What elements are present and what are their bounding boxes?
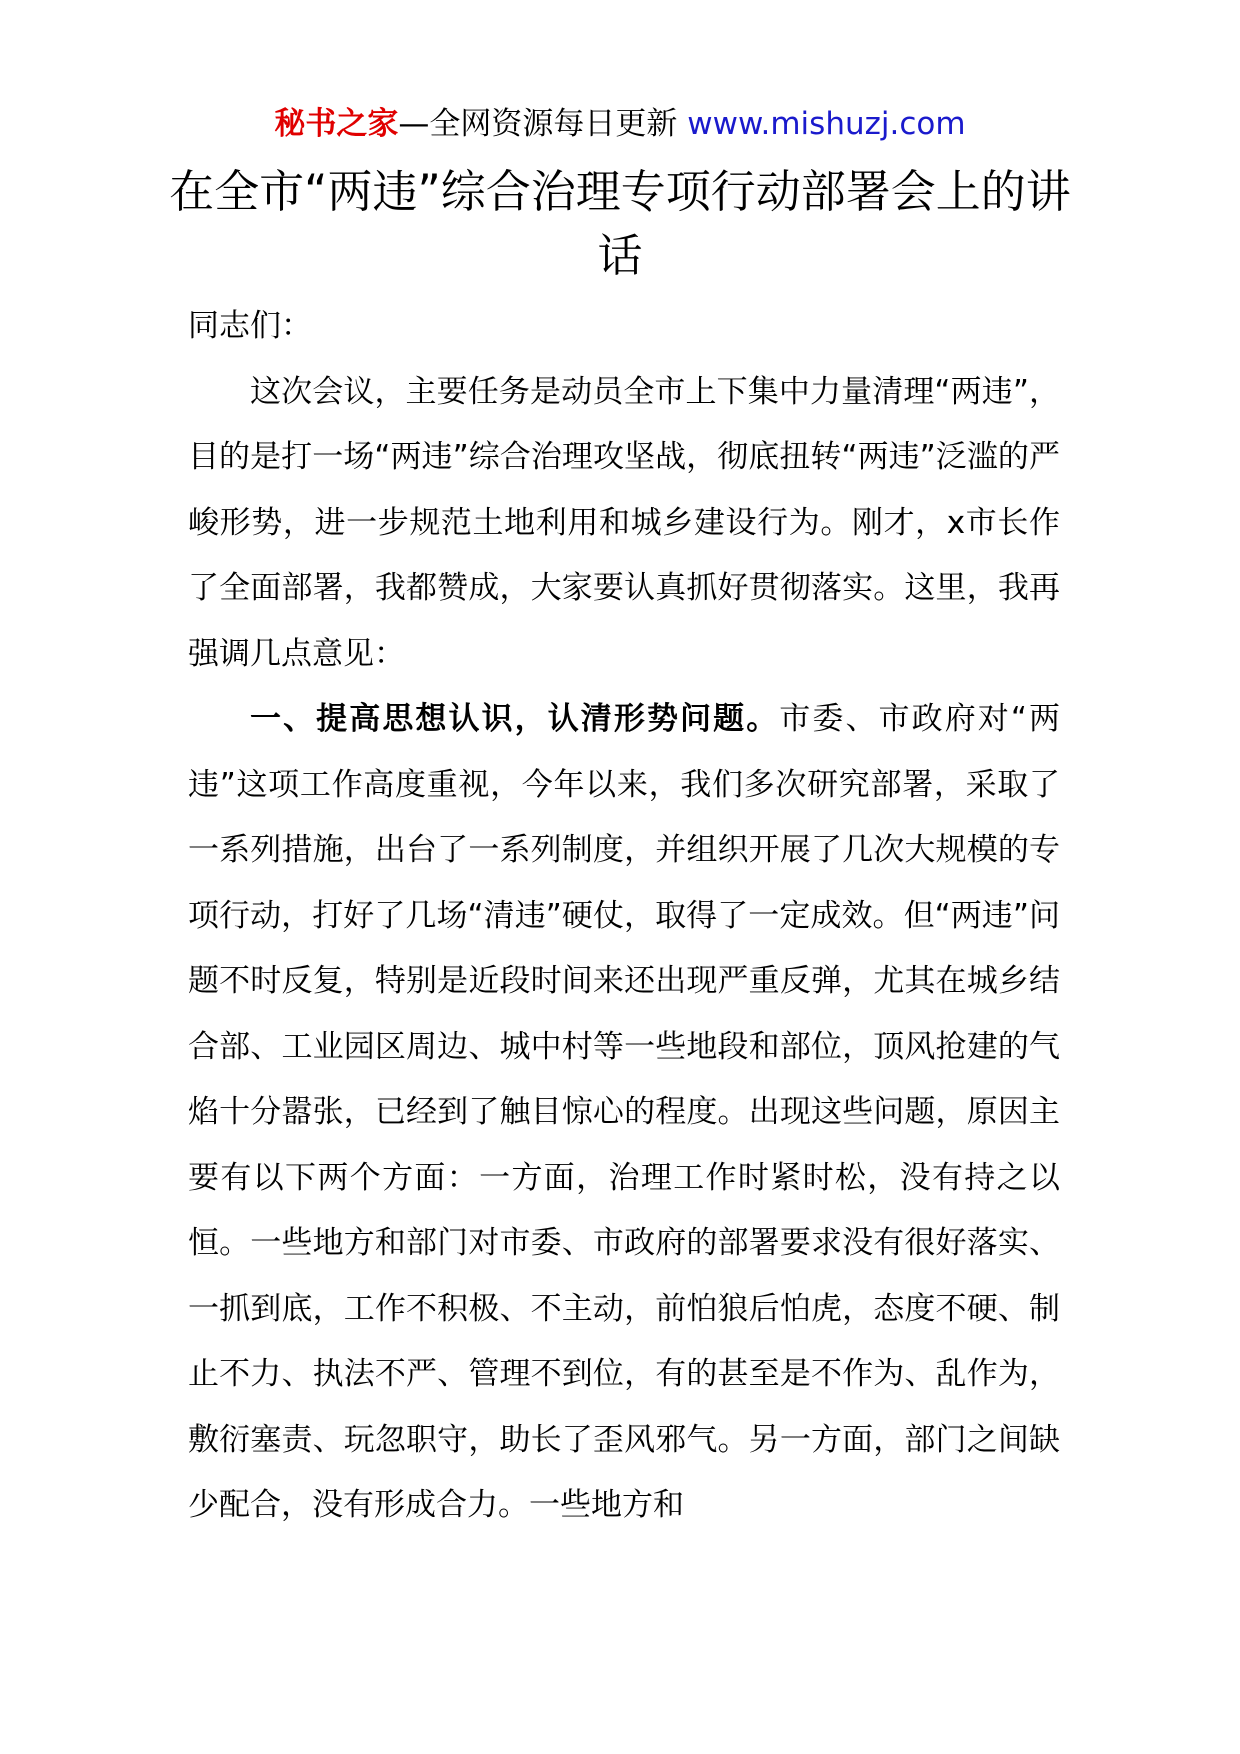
- salutation: 同志们：: [188, 308, 312, 344]
- site-tagline: —全网资源每日更新: [398, 106, 678, 142]
- section-heading-1: 一、提高思想认识，认清形势问题。: [250, 701, 780, 737]
- paragraph-2-text: 市委、市政府对“两违”这项工作高度重视，今年以来，我们多次研究部署，采取了一系列措施，出台了一系列制度，并组织开展了几次大规模的专项行动，打好了几场“清违”硬仗，取得了一定成效。但“两违”问题不时反复，特别是近段时间来还出现严重反弹，尤其在城乡结合部、工业园区周边、城中村等一些地段和部位，顶风抢建的气焰十分嚣张，已经到了触目惊心的程度。出现这些问题，原因主要有以下两个方面：一方面，治理工作时紧时松，没有持之以恒。一些地方和部门对市委、市政府的部署要求没有很好落实、一抓到底，工作不积极、不主动，前怕狼后怕虎，态度不硬、制止不力、执法不严、管理不到位，有的甚至是不作为、乱作为，敷衍塞责、玩忽职守，助长了歪风邪气。另一方面，部门之间缺少配合，没有形成合力。一些地方和: [188, 701, 1061, 1523]
- document-body: [188, 294, 1060, 1539]
- paragraph-1: 这次会议，主要任务是动员全市上下集中力量清理“两违”，目的是打一场“两违”综合治理攻坚战，彻底扭转“两违”泛滥的严峻形势，进一步规范土地利用和城乡建设行为。刚才，x市长作了全面部署，我都赞成，大家要认真抓好贯彻落实。这里，我再强调几点意见：: [188, 373, 1060, 672]
- paragraph-2: [188, 687, 1060, 1539]
- site-brand: 秘书之家: [274, 106, 399, 142]
- document-title: 在全市“两违”综合治理专项行动部署会上的讲话: [169, 165, 1071, 282]
- site-header: [0, 104, 1240, 144]
- site-url-link[interactable]: www.mishuzj.com: [687, 106, 966, 142]
